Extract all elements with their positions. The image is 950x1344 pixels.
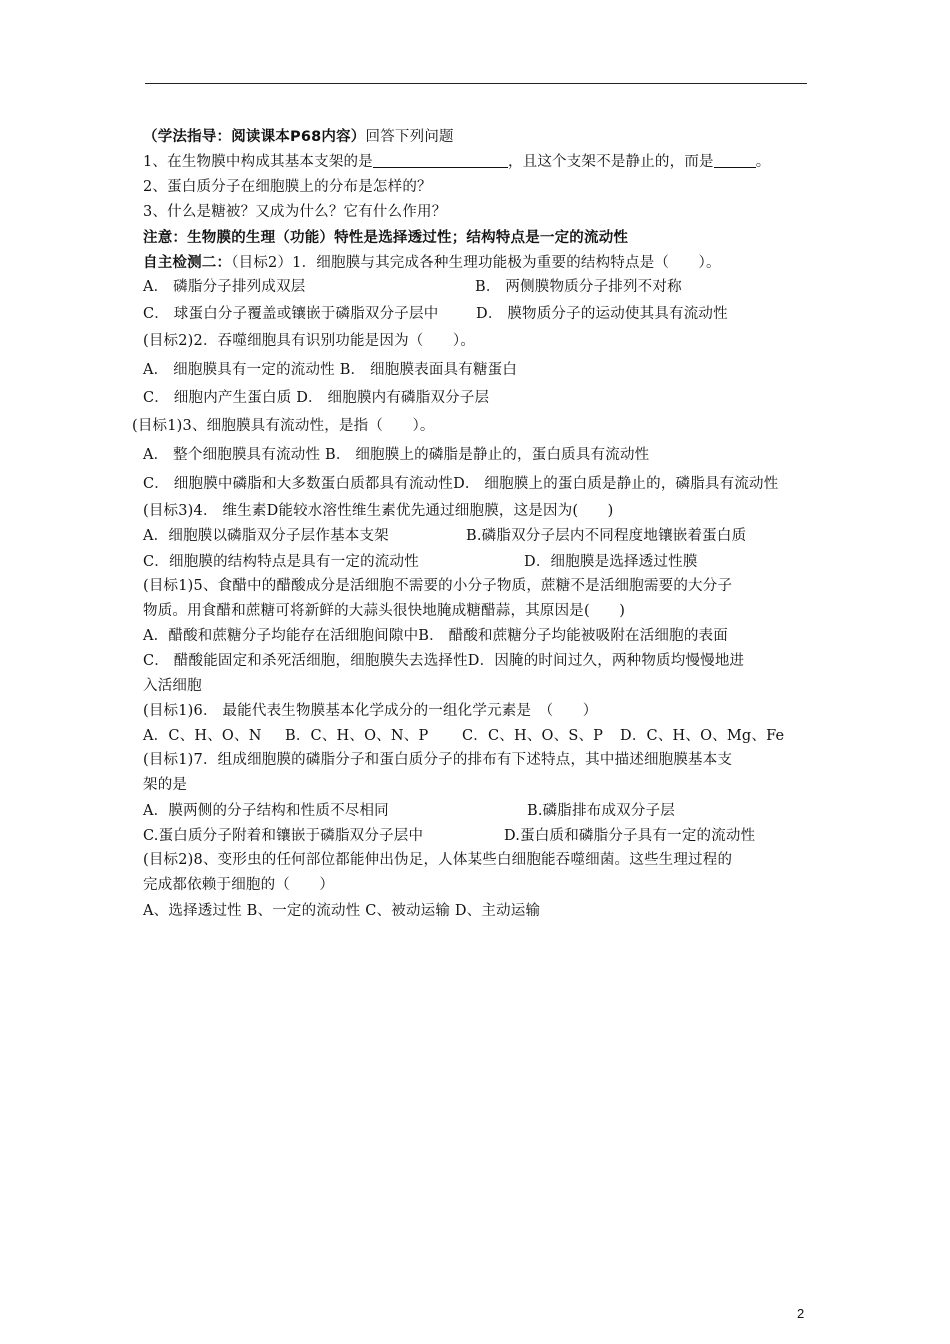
q7-option-d: D.蛋白质和磷脂分子具有一定的流动性 [504, 828, 756, 844]
q3-options-ab: A． 整个细胞膜具有流动性 B． 细胞膜上的磷脂是静止的，蛋白质具有流动性 [143, 447, 650, 463]
check-q3: (目标1)3、细胞膜具有流动性，是指（ ）。 [132, 418, 435, 434]
question-3: 3、什么是糖被？又成为什么？它有什么作用？ [143, 204, 447, 220]
check-title-line [143, 254, 721, 272]
check-q2: (目标2)2．吞噬细胞具有识别功能是因为（ ）。 [143, 333, 476, 349]
q5-options-cont: 入活细胞 [143, 678, 202, 694]
answer-blank-1 [373, 153, 508, 168]
study-guide-line [143, 128, 454, 146]
q1-option-c: C． 球蛋白分子覆盖或镶嵌于磷脂双分子层中 [143, 306, 439, 322]
q2-options-cd: C． 细胞内产生蛋白质 D． 细胞膜内有磷脂双分子层 [143, 390, 490, 406]
question-1 [143, 153, 770, 171]
study-guide-bold: （学法指导：阅读课本P68内容） [143, 129, 366, 145]
q8-options: A、选择透过性 B、一定的流动性 C、被动运输 D、主动运输 [143, 903, 541, 919]
q6-option-a: A．C、H、O、N [143, 728, 262, 744]
check-q7-line2: 架的是 [143, 777, 188, 793]
check-q5-line1: (目标1)5、食醋中的醋酸成分是活细胞不需要的小分子物质，蔗糖不是活细胞需要的大分子 [143, 578, 733, 594]
q4-option-b: B.磷脂双分子层内不同程度地镶嵌着蛋白质 [466, 528, 747, 544]
note: 注意：生物膜的生理（功能）特性是选择透过性；结构特点是一定的流动性 [143, 230, 629, 246]
page-number: 2 [797, 1306, 805, 1321]
check-q7-line1: (目标1)7．组成细胞膜的磷脂分子和蛋白质分子的排布有下述特点，其中描述细胞膜基本支 [143, 752, 733, 768]
check-q6: (目标1)6． 最能代表生物膜基本化学成分的一组化学元素是 （ ） [143, 703, 598, 719]
check-q4: (目标3)4． 维生素D能较水溶性维生素优先通过细胞膜，这是因为( ) [143, 503, 614, 519]
q7-option-c: C.蛋白质分子附着和镶嵌于磷脂双分子层中 [143, 828, 424, 844]
q1-option-d: D． 膜物质分子的运动使其具有流动性 [476, 306, 728, 322]
q1-option-a: A． 磷脂分子排列成双层 [143, 279, 306, 295]
q5-options-ab: A．醋酸和蔗糖分子均能存在活细胞间隙中B． 醋酸和蔗糖分子均能被吸附在活细胞的表面 [143, 628, 728, 644]
check-q1: （目标2）1．细胞膜与其完成各种生理功能极为重要的结构特点是（ ）。 [231, 255, 721, 271]
question-1-text-b: ，且这个支架不是静止的，而是 [507, 154, 714, 170]
check-title: 自主检测二： [143, 255, 232, 271]
q4-option-c: C．细胞膜的结构特点是具有一定的流动性 [143, 554, 419, 570]
question-2: 2、蛋白质分子在细胞膜上的分布是怎样的？ [143, 179, 432, 195]
q3-options-cd: C． 细胞膜中磷脂和大多数蛋白质都具有流动性D． 细胞膜上的蛋白质是静止的，磷脂具有流动性 [143, 476, 779, 492]
q5-options-cd: C． 醋酸能固定和杀死活细胞，细胞膜失去选择性D．因腌的时间过久，两种物质均慢慢地进 [143, 653, 745, 669]
q6-option-d: D．C、H、O、Mg、Fe [620, 728, 785, 744]
q1-option-b: B． 两侧膜物质分子排列不对称 [475, 279, 682, 295]
check-q5-line2: 物质。用食醋和蔗糖可将新鲜的大蒜头很快地腌成糖醋蒜，其原因是( ) [143, 603, 626, 619]
header-rule [145, 83, 807, 84]
q4-option-a: A．细胞膜以磷脂双分子层作基本支架 [143, 528, 389, 544]
q6-option-b: B．C、H、O、N、P [285, 728, 429, 744]
check-q8-line1: (目标2)8、变形虫的任何部位都能伸出伪足，人体某些白细胞能吞噬细菌。这些生理过程的 [143, 852, 733, 868]
q7-option-a: A．膜两侧的分子结构和性质不尽相同 [143, 803, 389, 819]
check-q8-line2: 完成都依赖于细胞的（ ） [143, 877, 335, 893]
q2-options-ab: A． 细胞膜具有一定的流动性 B． 细胞膜表面具有糖蛋白 [143, 362, 518, 378]
answer-blank-2 [714, 153, 756, 168]
study-guide-text: 回答下列问题 [365, 129, 454, 145]
question-1-text-a: 1、在生物膜中构成其基本支架的是 [143, 154, 373, 170]
q6-option-c: C．C、H、O、S、P [462, 728, 604, 744]
q4-option-d: D．细胞膜是选择透过性膜 [524, 554, 698, 570]
q7-option-b: B.磷脂排布成双分子层 [527, 803, 675, 819]
question-1-text-c: 。 [755, 154, 771, 170]
